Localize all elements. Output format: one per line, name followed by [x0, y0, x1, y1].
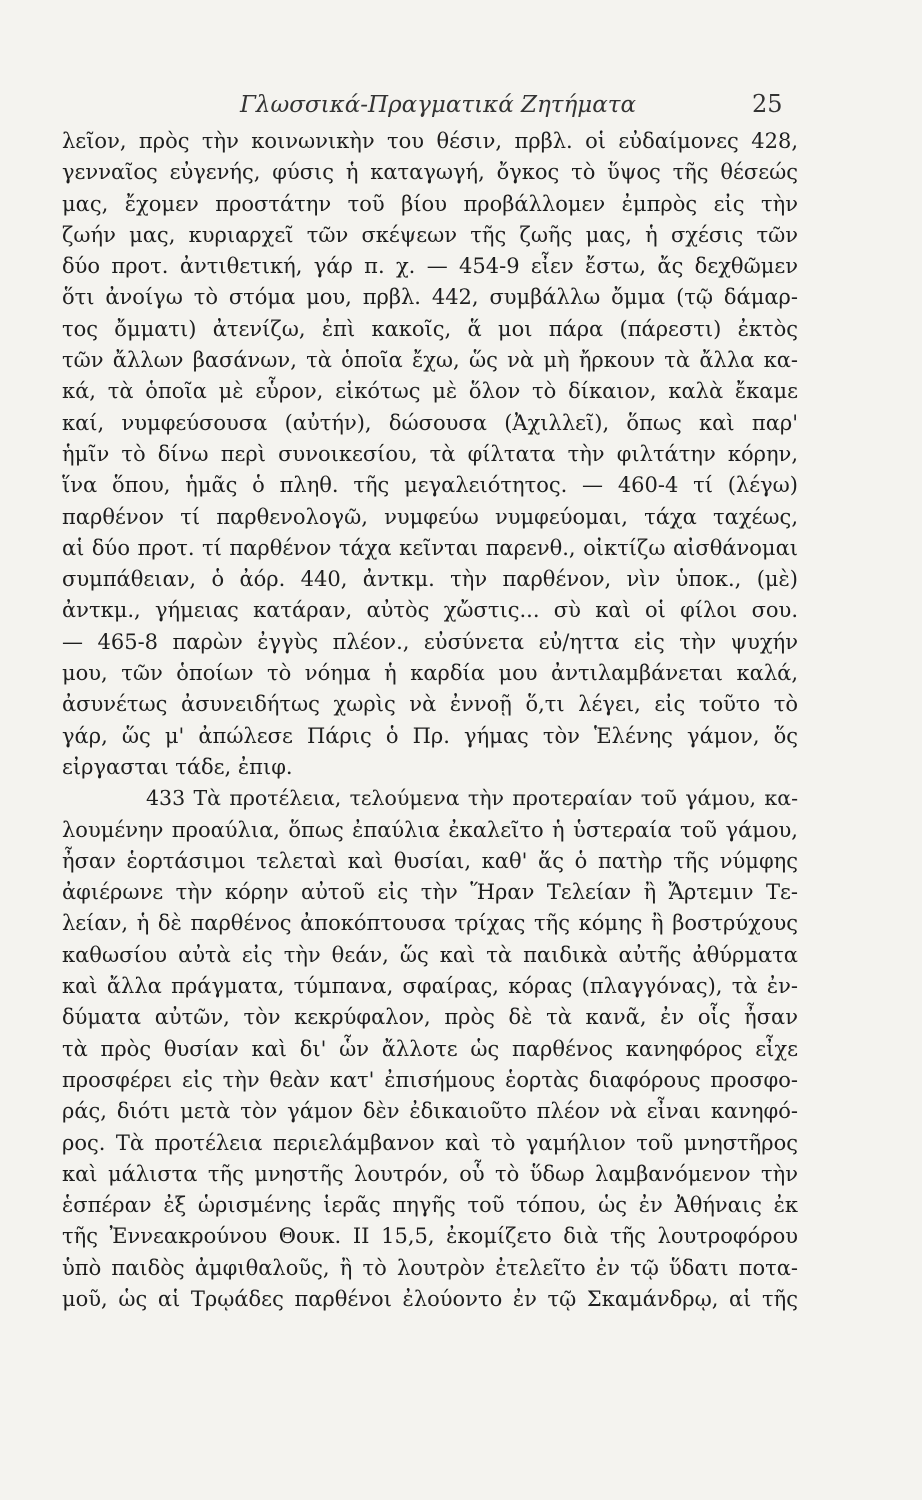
- text-line: συμπάθειαν, ὁ ἀόρ. 440, ἀντκμ. τὴν παρθένον, νὶν ὑποκ., (μὲ): [62, 567, 798, 592]
- text-line: ὅτι ἀνοίγω τὸ στόμα μου, πρβλ. 442, συμβάλλω ὄμμα (τῷ δάμαρ-: [62, 285, 798, 310]
- text-line: γάρ, ὥς μ' ἀπώλεσε Πάρις ὁ Πρ. γήμας τὸν Ἑλένης γάμον, ὅς: [62, 723, 798, 748]
- text-line: δύματα αὐτῶν, τὸν κεκρύφαλον, πρὸς δὲ τὰ κανᾶ, ἐν οἷς ἦσαν: [62, 1005, 798, 1030]
- text-line: γενναῖος εὐγενής, φύσις ἡ καταγωγή, ὄγκος τὸ ὕψος τῆς θέσεώς: [62, 160, 798, 185]
- text-line: ὑπὸ παιδὸς ἀμφιθαλοῦς, ἢ τὸ λουτρὸν ἐτελεῖτο ἐν τῷ ὕδατι ποτα-: [62, 1255, 798, 1280]
- text-line: τὰ πρὸς θυσίαν καὶ δι' ὧν ἄλλοτε ὡς παρθένος κανηφόρος εἶχε: [62, 1036, 798, 1061]
- text-line: καθωσίου αὐτὰ εἰς τὴν θεάν, ὥς καὶ τὰ παιδικὰ αὐτῆς ἀθύρματα: [62, 942, 798, 967]
- text-line: τῶν ἄλλων βασάνων, τὰ ὁποῖα ἔχω, ὥς νὰ μὴ ἤρκουν τὰ ἄλλα κα-: [62, 348, 798, 373]
- text-line: ἦσαν ἑορτάσιμοι τελεταὶ καὶ θυσίαι, καθ' ἅς ὁ πατὴρ τῆς νύμφης: [62, 848, 798, 873]
- text-line: αἱ δύο προτ. τί παρθένον τάχα κεῖνται παρενθ., οἰκτίζω αἰσθάνομαι: [62, 535, 798, 560]
- text-line: παρθένον τί παρθενολογῶ, νυμφεύω νυμφεύομαι, τάχα ταχέως,: [62, 504, 798, 529]
- text-line: λουμένην προαύλια, ὅπως ἐπαύλια ἐκαλεῖτο ἡ ὑστεραία τοῦ γάμου,: [62, 817, 798, 842]
- text-line: εἰργασται τάδε, ἐπιφ.: [62, 754, 293, 779]
- text-line: τῆς Ἐννεακρούνου Θουκ. ΙΙ 15,5, ἐκομίζετο διὰ τῆς λουτροφόρου: [62, 1224, 798, 1249]
- text-line: ρος. Τὰ προτέλεια περιελάμβανον καὶ τὸ γαμήλιον τοῦ μνηστῆρος: [62, 1130, 798, 1155]
- text-line: ἑσπέραν ἐξ ὡρισμένης ἱερᾶς πηγῆς τοῦ τόπου, ὡς ἐν Ἀθήναις ἐκ: [62, 1193, 798, 1218]
- text-line: μοῦ, ὡς αἱ Τρῳάδες παρθένοι ἐλούοντο ἐν τῷ Σκαμάνδρῳ, αἱ τῆς: [62, 1286, 798, 1311]
- text-line: ἀντκμ., γήμειας κατάραν, αὐτὸς χὤστις... σὺ καὶ οἱ φίλοι σου.: [62, 598, 798, 623]
- text-line: λεῖον, πρὸς τὴν κοινωνικὴν του θέσιν, πρβλ. οἱ εὐδαίμονες 428,: [62, 129, 798, 153]
- text-line: ἵνα ὅπου, ἡμᾶς ὁ πληθ. τῆς μεγαλειότητος. — 460-4 τί (λέγω): [62, 473, 798, 498]
- text-line: λείαν, ἡ δὲ παρθένος ἀποκόπτουσα τρίχας τῆς κόμης ἢ βοστρύχους: [62, 911, 798, 936]
- text-line: καί, νυμφεύσουσα (αὐτήν), δώσουσα (Ἀχιλλεῖ), ὅπως καὶ παρ': [62, 410, 798, 435]
- text-line: καὶ μάλιστα τῆς μνηστῆς λουτρόν, οὗ τὸ ὕδωρ λαμβανόμενον τὴν: [62, 1161, 798, 1186]
- text-line: μου, τῶν ὁποίων τὸ νόημα ἡ καρδία μου ἀντιλαμβάνεται καλά,: [62, 661, 798, 686]
- text-line: προσφέρει εἰς τὴν θεὰν κατ' ἐπισήμους ἑορτὰς διαφόρους προσφο-: [62, 1067, 798, 1092]
- page-number: 25: [752, 90, 783, 118]
- text-line: δύο προτ. ἀντιθετική, γάρ π. χ. — 454-9 εἶεν ἔστω, ἄς δεχθῶμεν: [62, 254, 798, 279]
- text-line: κά, τὰ ὁποῖα μὲ εὗρον, εἰκότως μὲ ὅλον τὸ δίκαιον, καλὰ ἔκαμε: [62, 379, 798, 404]
- text-line: τος ὄμματι) ἀτενίζω, ἐπὶ κακοῖς, ἅ μοι πάρα (πάρεστι) ἐκτὸς: [62, 316, 798, 341]
- text-line: ζωήν μας, κυριαρχεῖ τῶν σκέψεων τῆς ζωῆς μας, ἡ σχέσις τῶν: [62, 222, 798, 247]
- text-line: μας, ἔχομεν προστάτην τοῦ βίου προβάλλομεν ἐμπρὸς εἰς τὴν: [62, 191, 798, 216]
- text-line: ἀφιέρωνε τὴν κόρην αὐτοῦ εἰς τὴν Ἥραν Τελείαν ἢ Ἄρτεμιν Τε-: [62, 880, 798, 905]
- text-line: ἡμῖν τὸ δίνω περὶ συνοικεσίου, τὰ φίλτατα τὴν φιλτάτην κόρην,: [62, 441, 798, 466]
- running-header: Γλωσσικά-Πραγματικά Ζητήματα: [239, 92, 637, 118]
- text-line: ἀσυνέτως ἀσυνειδήτως χωρὶς νὰ ἐννοῇ ὅ,τι λέγει, εἰς τοῦτο τὸ: [62, 692, 798, 717]
- text-body: [62, 126, 798, 1315]
- paragraph-start-line: 433 Τὰ προτέλεια, τελούμενα τὴν προτεραίαν τοῦ γάμου, κα-: [146, 786, 798, 811]
- text-line: ράς, διότι μετὰ τὸν γάμον δὲν ἐδικαιοῦτο πλέον νὰ εἶναι κανηφό-: [62, 1099, 798, 1124]
- text-line: — 465-8 παρὼν ἐγγὺς πλέον., εὐσύνετα εὐ/ηττα εἰς τὴν ψυχήν: [62, 629, 798, 654]
- text-line: καὶ ἄλλα πράγματα, τύμπανα, σφαίρας, κόρας (πλαγγόνας), τὰ ἐν-: [62, 974, 798, 999]
